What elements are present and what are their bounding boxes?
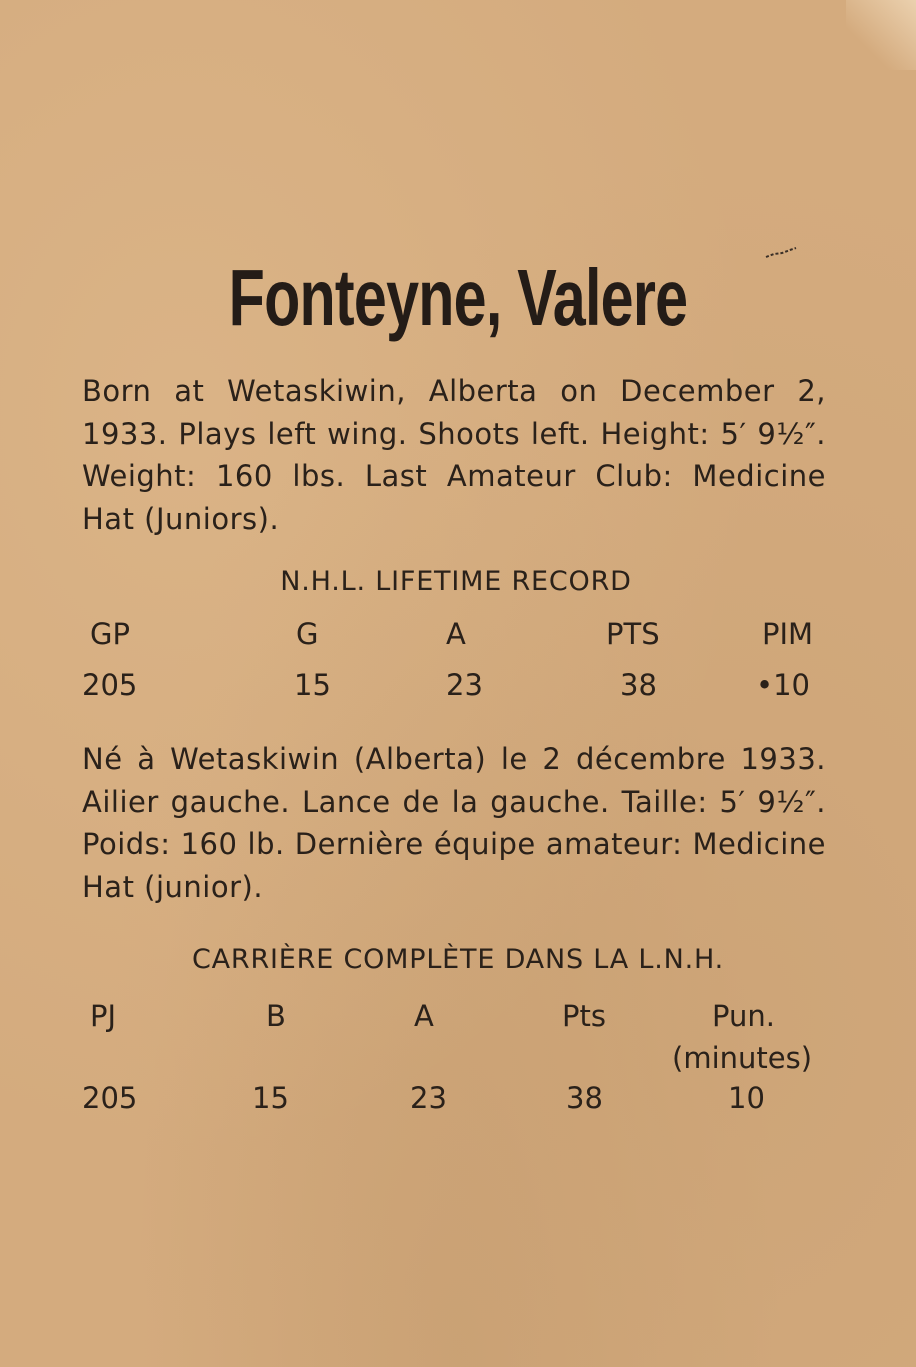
stat-value-pts: 38 (620, 668, 657, 702)
stat-header-b: B (266, 999, 286, 1033)
bio-french: Né à Wetaskiwin (Alberta) le 2 décembre 1933. Ailier gauche. Lance de la gauche. Taille: 5′ 9½″. Poids: 160 lb. Dernière équipe amateur: Medicine Hat (junior). (82, 742, 826, 904)
stat-header-pim: PIM (762, 617, 814, 651)
stat-value-pim: •10 (756, 668, 811, 702)
stat-header-pts: PTS (606, 617, 660, 651)
stat-value-pun: 10 (728, 1081, 765, 1115)
stat-value-pj: 205 (82, 1081, 138, 1115)
stat-header-pts-fr: Pts (562, 999, 606, 1033)
stat-header-pj: PJ (90, 999, 117, 1033)
record-heading-french: CARRIÈRE COMPLÈTE DANS LA L.N.H. (191, 944, 725, 975)
stat-value-a-fr: 23 (410, 1081, 447, 1115)
corner-wear (846, 0, 916, 70)
stat-value-g: 15 (294, 668, 331, 702)
stat-header-minutes: (minutes) (672, 1041, 813, 1075)
record-heading-english: N.H.L. LIFETIME RECORD (280, 566, 632, 597)
stat-value-a: 23 (446, 668, 483, 702)
stat-header-pun: Pun. (712, 999, 775, 1033)
stat-header-g: G (296, 617, 319, 651)
stat-header-a-fr: A (414, 999, 434, 1033)
bio-english: Born at Wetaskiwin, Alberta on December 2, 1933. Plays left wing. Shoots left. Height: 5′ 9½″. Weight: 160 lbs. Last Amateur Club: Medicine Hat (Juniors). (82, 374, 826, 536)
ink-speck (764, 247, 798, 261)
stat-value-pts-fr: 38 (566, 1081, 603, 1115)
stat-value-gp: 205 (82, 668, 138, 702)
player-name: Fonteyne, Valere (228, 253, 688, 342)
stat-value-b: 15 (252, 1081, 289, 1115)
stat-header-gp: GP (90, 617, 130, 651)
stat-header-a: A (446, 617, 466, 651)
